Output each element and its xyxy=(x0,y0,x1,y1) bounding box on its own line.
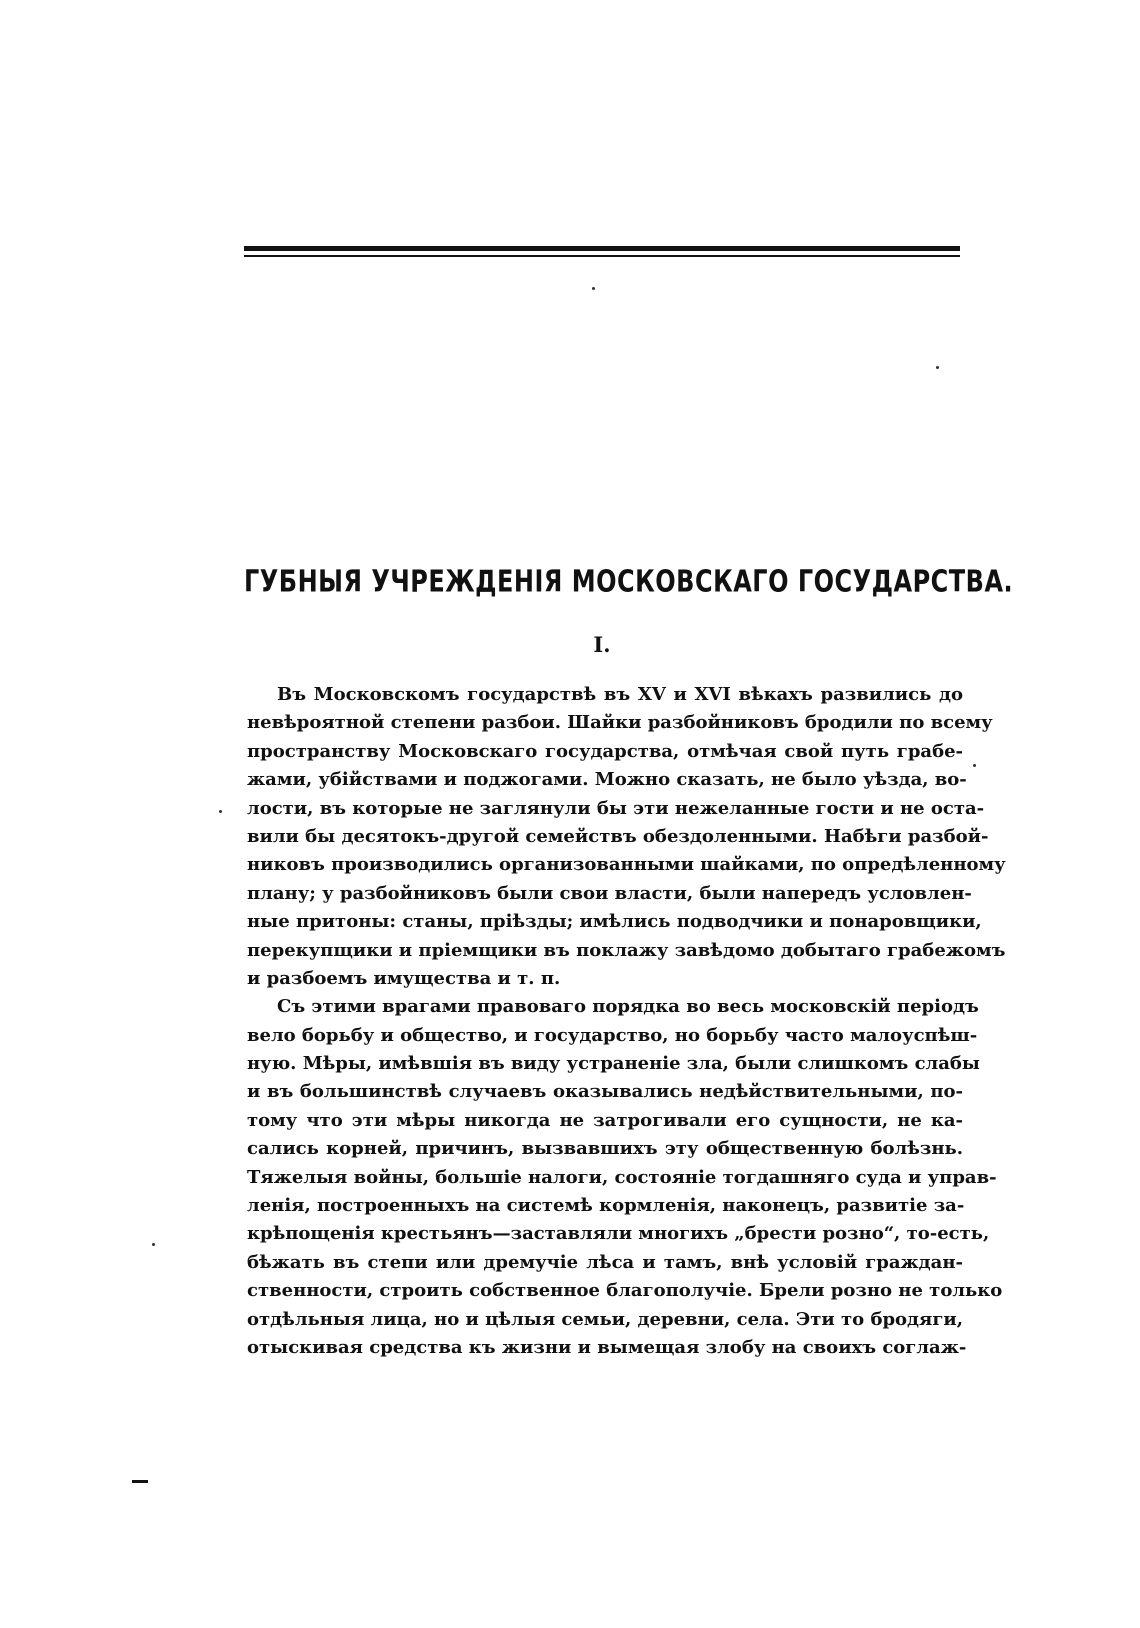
text-line: никовъ производились организованными шайками, по опредѣленному xyxy=(247,854,1006,876)
body-text xyxy=(247,681,1006,1362)
chapter-title: ГУБНЫЯ УЧРЕЖДЕНІЯ МОСКОВСКАГО ГОСУДАРСТВА. xyxy=(244,564,1014,599)
text-line: вело борьбу и общество, и государство, но борьбу часто малоуспѣш- xyxy=(247,1024,978,1046)
text-line: крѣпощенія крестьянъ—заставляли многихъ „брести розно“, то-есть, xyxy=(247,1223,990,1245)
text-line: пространству Московскаго государства, отмѣчая свой путь грабе- xyxy=(247,740,963,762)
text-line: и въ большинствѣ случаевъ оказывались недѣйствительными, по- xyxy=(247,1081,963,1103)
print-speck xyxy=(936,366,939,369)
text-line: сались корней, причинъ, вызвавшихъ эту общественную болѣзнь. xyxy=(247,1138,963,1160)
text-line: тому что эти мѣры никогда не затрогивали его сущности, не ка- xyxy=(247,1109,963,1131)
text-line: бѣжать въ степи или дремучіе лѣса и тамъ, внѣ условій граждан- xyxy=(247,1251,963,1273)
print-speck xyxy=(973,764,976,767)
text-line: жами, убійствами и поджогами. Можно сказать, не было уѣзда, во- xyxy=(247,769,967,791)
print-speck xyxy=(592,287,595,290)
text-line: отдѣльныя лица, но и цѣлыя семьи, деревни, села. Эти то бродяги, xyxy=(247,1308,963,1330)
text-line: невѣроятной степени разбои. Шайки разбойниковъ бродили по всему xyxy=(247,712,993,734)
text-line: ные притоны: станы, пріѣзды; имѣлись подводчики и понаровщики, xyxy=(247,911,982,933)
print-speck xyxy=(152,1243,155,1246)
text-line: лости, въ которые не заглянули бы эти нежеланные гости и не оста- xyxy=(247,797,985,819)
print-speck xyxy=(219,810,222,813)
margin-dash-mark xyxy=(132,1480,148,1483)
section-number: I. xyxy=(593,632,611,657)
text-line: ственности, строить собственное благополучіе. Брели розно не только xyxy=(247,1280,1003,1302)
text-line: Тяжелыя войны, большіе налоги, состояніе тогдашняго суда и управ- xyxy=(247,1166,997,1188)
header-rule-thick xyxy=(244,246,960,251)
text-line: Съ этими врагами правоваго порядка во весь московскій періодъ xyxy=(277,996,979,1018)
header-rule-thin xyxy=(244,255,960,257)
text-line: вили бы десятокъ-другой семействъ обездоленными. Набѣги разбой- xyxy=(247,825,989,847)
text-line: ную. Мѣры, имѣвшія въ виду устраненіе зла, были слишкомъ слабы xyxy=(247,1053,980,1075)
text-line: и разбоемъ имущества и т. п. xyxy=(247,967,561,989)
text-line: отыскивая средства къ жизни и вымещая злобу на своихъ соглаж- xyxy=(247,1336,967,1358)
text-line: перекупщики и пріемщики въ поклажу завѣдомо добытаго грабежомъ xyxy=(247,939,1006,961)
text-line: плану; у разбойниковъ были свои власти, были напередъ условлен- xyxy=(247,882,972,904)
text-line: Въ Московскомъ государствѣ въ XV и XVI вѣкахъ развились до xyxy=(277,684,963,705)
text-line: ленія, построенныхъ на системѣ кормленія, наконецъ, развитіе за- xyxy=(247,1195,965,1217)
